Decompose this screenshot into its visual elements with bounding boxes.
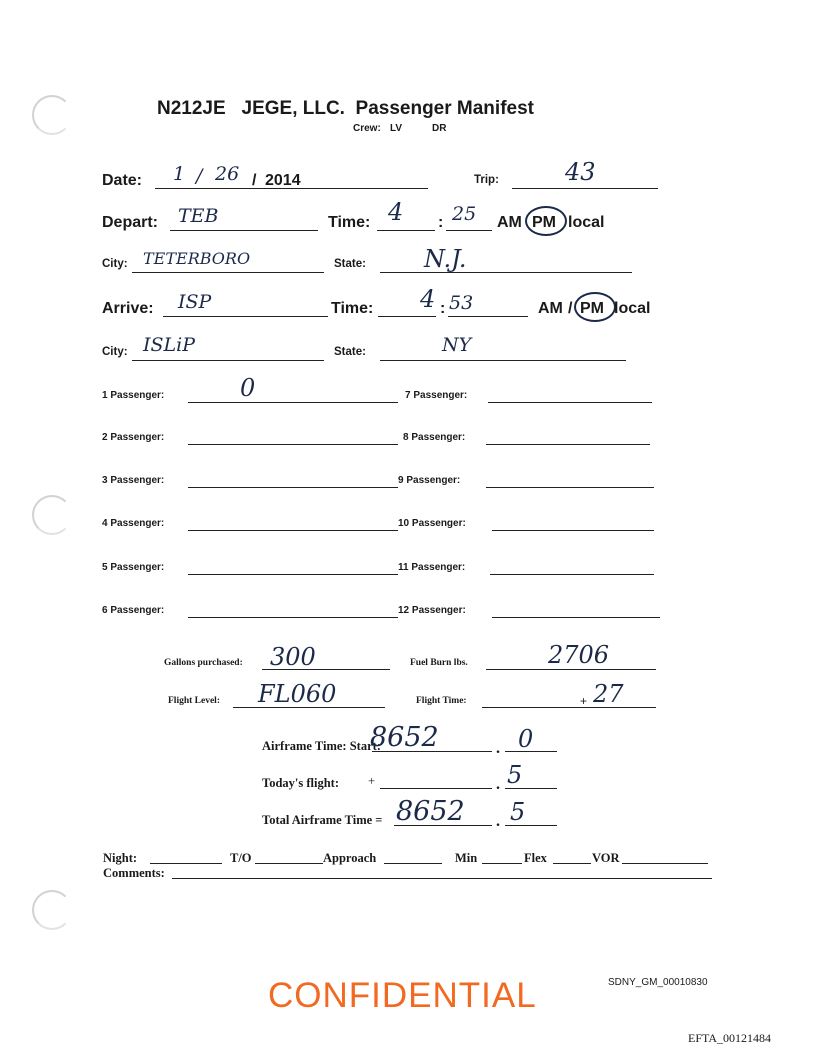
passenger-1-label: 1 Passenger:: [102, 390, 165, 401]
arrive-time-label: Time:: [331, 300, 374, 317]
passenger-5-line: [188, 574, 398, 575]
todays-flight-tenth: 5: [507, 761, 523, 789]
passenger-11-line: [490, 574, 654, 575]
arrive-slash: /: [568, 300, 573, 317]
todays-flight-plus: +: [368, 774, 376, 788]
trip-number: 43: [565, 158, 596, 186]
arrive-minute-line: [448, 316, 528, 317]
comments-line: [172, 878, 712, 879]
min-label: Min: [455, 851, 478, 865]
passenger-4-label: 4 Passenger:: [102, 518, 165, 529]
gallons-label: Gallons purchased:: [164, 658, 243, 668]
depart-code-line: [170, 230, 318, 231]
passenger-3-line: [188, 487, 398, 488]
passenger-10-label: 10 Passenger:: [398, 518, 466, 529]
arrive-code-line: [163, 316, 328, 317]
airframe-start-label: Airframe Time: Start:: [262, 739, 381, 753]
gallons-value: 300: [270, 643, 316, 671]
arrive-label: Arrive:: [102, 300, 154, 317]
trip-line: [512, 188, 658, 189]
passenger-1-value: 0: [240, 374, 256, 402]
depart-hour: 4: [388, 198, 404, 226]
arrive-state-label: State:: [334, 346, 366, 358]
date-month: 1: [173, 163, 186, 185]
airframe-start-tenth: 0: [518, 725, 534, 753]
manifest-title: N212JE JEGE, LLC. Passenger Manifest: [157, 98, 534, 119]
passenger-8-line: [486, 444, 650, 445]
total-airframe-dot: .: [496, 813, 500, 830]
passenger-8-label: 8 Passenger:: [403, 432, 466, 443]
arrive-city-line: [132, 360, 324, 361]
depart-am-label: AM: [497, 214, 522, 231]
binder-hole-middle: [32, 495, 72, 535]
arrive-city-label: City:: [102, 346, 128, 358]
binder-hole-bottom: [32, 890, 72, 930]
date-label: Date:: [102, 172, 143, 189]
bates-number: SDNY_GM_00010830: [608, 977, 708, 988]
min-line: [482, 863, 522, 864]
flight-time-line: [482, 707, 656, 708]
depart-state-line: [380, 272, 632, 273]
passenger-2-label: 2 Passenger:: [102, 432, 165, 443]
arrive-am-label: AM: [538, 300, 563, 317]
confidential-stamp: CONFIDENTIAL: [268, 976, 537, 1015]
passenger-7-label: 7 Passenger:: [405, 390, 468, 401]
total-airframe-whole: 8652: [396, 796, 465, 827]
flight-time-value: 27: [593, 680, 624, 708]
depart-colon: :: [438, 214, 444, 231]
todays-flight-line: [380, 788, 492, 789]
depart-city: TETERBORO: [143, 249, 251, 268]
arrive-colon: :: [440, 300, 446, 317]
night-label: Night:: [103, 851, 138, 865]
passenger-12-line: [492, 617, 660, 618]
arrive-state: NY: [442, 334, 472, 356]
date-year: 2014: [265, 172, 301, 189]
flex-line: [553, 863, 591, 864]
arrive-state-line: [380, 360, 626, 361]
approach-line: [384, 863, 442, 864]
passenger-9-label: 9 Passenger:: [398, 475, 461, 486]
depart-minute: 25: [452, 203, 477, 225]
passenger-12-label: 12 Passenger:: [398, 605, 466, 616]
fuel-burn-label: Fuel Burn lbs.: [410, 658, 468, 668]
depart-minute-line: [446, 230, 492, 231]
passenger-6-label: 6 Passenger:: [102, 605, 165, 616]
passenger-2-line: [188, 444, 398, 445]
efta-number: EFTA_00121484: [688, 1031, 772, 1045]
passenger-11-label: 11 Passenger:: [398, 562, 466, 573]
total-airframe-tenth: 5: [510, 798, 526, 826]
airframe-start-dot: .: [496, 740, 500, 757]
date-sep-2: /: [252, 172, 257, 189]
depart-pm-label: PM: [532, 214, 556, 231]
flight-time-label: Flight Time:: [416, 696, 467, 706]
todays-flight-dot: .: [496, 776, 500, 793]
depart-state: N.J.: [424, 245, 467, 273]
depart-hour-line: [377, 230, 435, 231]
approach-label: Approach: [323, 851, 377, 865]
passenger-10-line: [492, 530, 654, 531]
depart-label: Depart:: [102, 214, 159, 231]
depart-time-label: Time:: [328, 214, 371, 231]
flight-level-label: Flight Level:: [168, 696, 220, 706]
arrive-city: ISLiP: [143, 334, 195, 356]
depart-code: TEB: [178, 205, 219, 227]
crew-member-2: DR: [432, 123, 447, 134]
arrive-hour: 4: [420, 285, 436, 313]
vor-line: [622, 863, 708, 864]
comments-label: Comments:: [103, 866, 165, 880]
passenger-9-line: [486, 487, 654, 488]
date-day: 26: [215, 163, 240, 185]
passenger-3-label: 3 Passenger:: [102, 475, 165, 486]
to-line: [255, 863, 323, 864]
depart-local-label: local: [568, 214, 605, 231]
passenger-4-line: [188, 530, 398, 531]
depart-city-label: City:: [102, 258, 128, 270]
binder-hole-top: [32, 95, 72, 135]
passenger-5-label: 5 Passenger:: [102, 562, 165, 573]
crew-member-1: LV: [390, 123, 403, 134]
flex-label: Flex: [524, 851, 547, 865]
arrive-code: ISP: [178, 291, 212, 313]
arrive-minute: 53: [449, 292, 474, 314]
airframe-start-whole: 8652: [370, 722, 439, 753]
fuel-burn-value: 2706: [548, 641, 610, 669]
total-airframe-label: Total Airframe Time =: [262, 813, 383, 827]
flight-time-plus: +: [580, 694, 588, 708]
arrive-local-label: local: [614, 300, 651, 317]
date-sep-1: /: [196, 165, 203, 187]
vor-label: VOR: [592, 851, 620, 865]
fuel-burn-line: [486, 669, 656, 670]
depart-state-label: State:: [334, 258, 366, 270]
to-label: T/O: [230, 851, 252, 865]
depart-city-line: [132, 272, 324, 273]
arrive-hour-line: [378, 316, 436, 317]
arrive-pm-label: PM: [580, 300, 604, 317]
night-line: [150, 863, 222, 864]
crew-label: Crew:: [353, 123, 381, 134]
passenger-7-line: [488, 402, 652, 403]
todays-flight-label: Today's flight:: [262, 776, 339, 790]
passenger-6-line: [188, 617, 398, 618]
flight-level-value: FL060: [258, 680, 337, 708]
trip-label: Trip:: [474, 174, 499, 186]
passenger-1-line: [188, 402, 398, 403]
